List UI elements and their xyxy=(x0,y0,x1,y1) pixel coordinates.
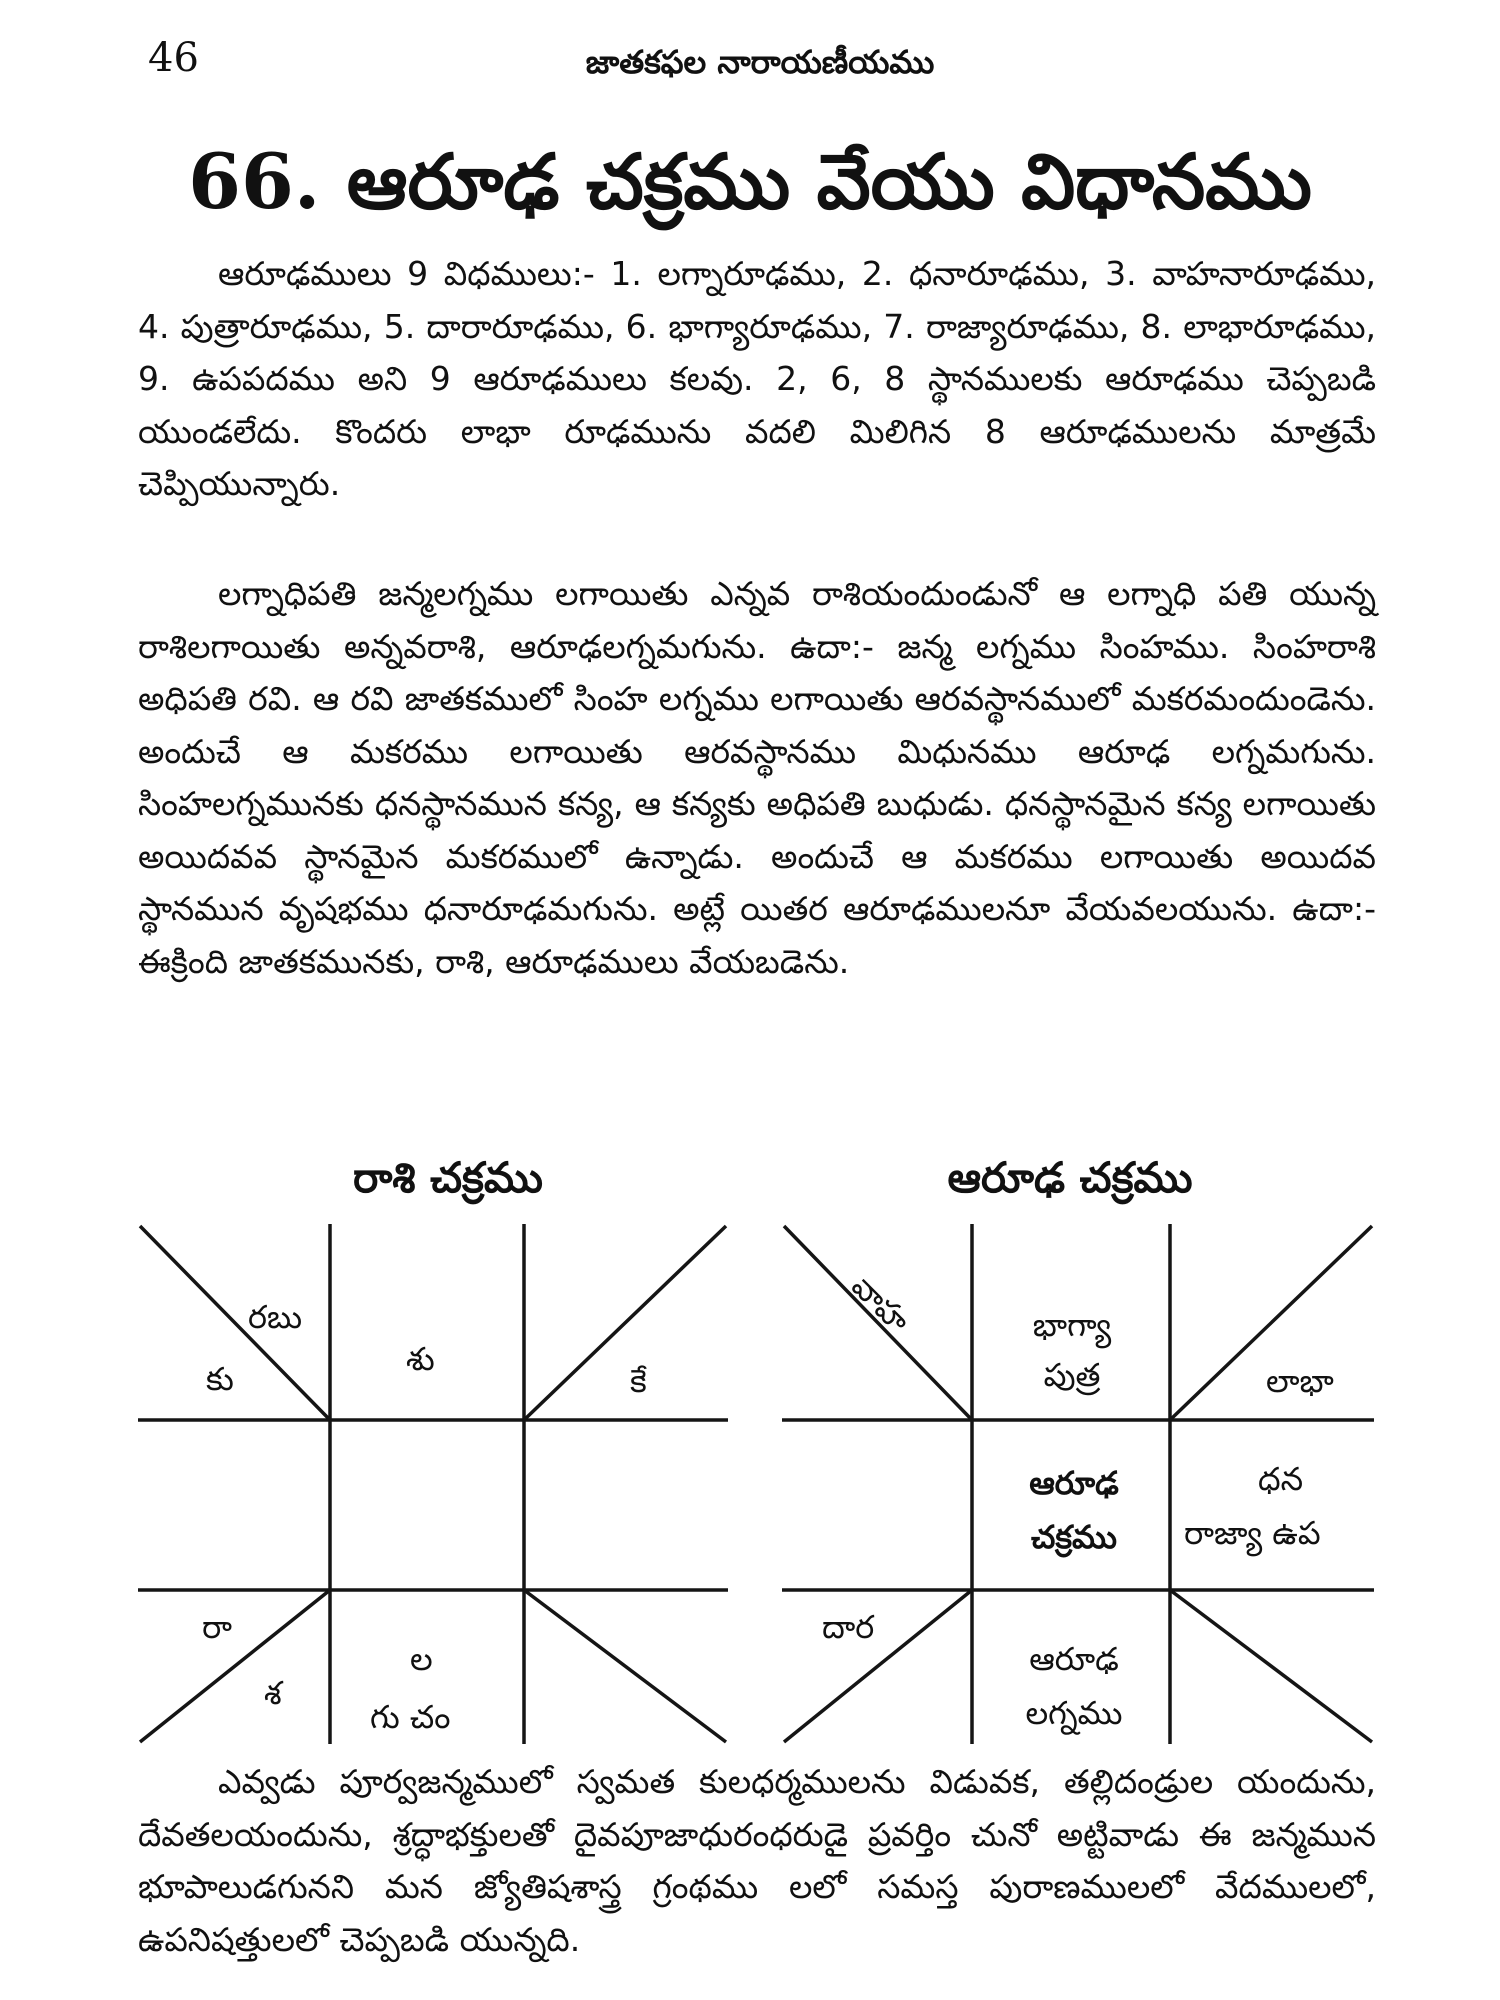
corner-diagonal xyxy=(1170,1590,1372,1742)
paragraph-previous-birth: ఎవ్వడు పూర్వజన్మములో స్వమత కులధర్మములను విడువక, తల్లిదండ్రుల యందును, దేవతలయందును, శ్రద్ధాభక్తులతో దైవపూజాధురంధరుడై ప్రవర్తిం చునో అట్టివాడు ఈ జన్మమున భూపాలుడగునని మన జ్యోతిషశాస్త్ర గ్రంథము లలో సమస్త పురాణములలో వేదములలో, ఉపనిషత్తులలో చెప్పబడి యున్నది. xyxy=(138,1762,1376,1959)
corner-diagonal xyxy=(784,1590,972,1742)
rasi-cell-ke: కే xyxy=(630,1362,647,1400)
rasi-chart xyxy=(138,1224,728,1744)
chapter-title-text: ఆరూఢ చక్రము వేయు విధానము xyxy=(346,137,1312,226)
rasi-cell-la: ల xyxy=(410,1640,433,1678)
running-header-title: జాతకఫల నారాయణీయము xyxy=(585,43,935,81)
arudha-cell-center-chakramu: చక్రము xyxy=(1031,1518,1117,1556)
arudha-cell-labha: లాభా xyxy=(1266,1362,1334,1400)
paragraph-arudha-types: ఆరూఢములు 9 విధములు:- 1. లగ్నారూఢము, 2. ధనారూఢము, 3. వాహనారూఢము, 4. పుత్రారూఢము, 5. దారారూఢము, 6. భాగ్యారూఢము, 7. రాజ్యారూఢము, 8. లాభారూఢము, 9. ఉపపదము అని 9 ఆరూఢములు కలవు. 2, 6, 8 స్థానములకు ఆరూఢము చెప్పబడి యుండలేదు. కొందరు లాభా రూఢమును వదలి మిలిగిన 8 ఆరూఢములను మాత్రమే చెప్పియున్నారు. xyxy=(138,254,1376,503)
arudha-cell-lagna-arudha: ఆరూఢ xyxy=(1029,1640,1119,1678)
arudha-cell-rajya-upa: రాజ్యా ఉప xyxy=(1184,1514,1321,1552)
rasi-chart-grid xyxy=(138,1224,728,1744)
rasi-cell-gu-cham: గు చం xyxy=(370,1698,451,1736)
rasi-cell-ra: రా xyxy=(202,1608,232,1646)
arudha-chart xyxy=(782,1224,1374,1744)
page-number: 46 xyxy=(148,35,199,81)
paragraph-arudha-method: లగ్నాధిపతి జన్మలగ్నము లగాయితు ఎన్నవ రాశియందుండునో ఆ లగ్నాధి పతి యున్న రాశిలగాయితు అన్నవరాశి, ఆరూఢలగ్నమగును. ఉదా:- జన్మ లగ్నము సింహము. సింహరాశి అధిపతి రవి. ఆ రవి జాతకములో సింహ లగ్నము లగాయితు ఆరవస్థానములో మకరమందుండెను. అందుచే ఆ మకరము లగాయితు ఆరవస్థానము మిధునము ఆరూఢ లగ్నమగును. సింహలగ్నమునకు ధనస్థానమున కన్య, ఆ కన్యకు అధిపతి బుధుడు. ధనస్థానమైన కన్య లగాయితు అయిదవవ స్థానమైన మకరములో ఉన్నాడు. అందుచే ఆ మకరము లగాయితు అయిదవ స్థానమున వృషభము ధనారూఢమగును. అట్లే యితర ఆరూఢములనూ వేయవలయును. ఉదా:-ఈక్రింది జాతకమునకు, రాశి, ఆరూఢములు వేయబడెను. xyxy=(138,574,1376,981)
rasi-cell-shu: శు xyxy=(406,1340,435,1378)
arudha-cell-dara: దార xyxy=(822,1608,875,1646)
chapter-number: 66. xyxy=(188,137,321,226)
rasi-cell-ra-bu: రబు xyxy=(248,1298,303,1336)
corner-diagonal xyxy=(140,1590,330,1742)
corner-diagonal xyxy=(524,1590,726,1742)
arudha-cell-vahana: వాహ xyxy=(844,1266,918,1341)
arudha-cell-center-arudha: ఆరూఢ xyxy=(1029,1464,1119,1502)
rasi-cell-sha: శ xyxy=(264,1674,282,1712)
arudha-cell-putra: పుత్ర xyxy=(1043,1356,1101,1394)
arudha-chart-title: ఆరూఢ చక్రము xyxy=(947,1153,1193,1202)
rasi-chart-title: రాశి చక్రము xyxy=(353,1153,543,1202)
arudha-cell-dhana: ధన xyxy=(1258,1460,1304,1498)
arudha-cell-bhagya: భాగ్యా xyxy=(1032,1306,1112,1344)
arudha-cell-lagnamu: లగ్నము xyxy=(1025,1694,1123,1732)
chapter-title xyxy=(140,132,1360,232)
corner-diagonal xyxy=(524,1226,726,1420)
rasi-cell-ku: కు xyxy=(206,1360,234,1398)
